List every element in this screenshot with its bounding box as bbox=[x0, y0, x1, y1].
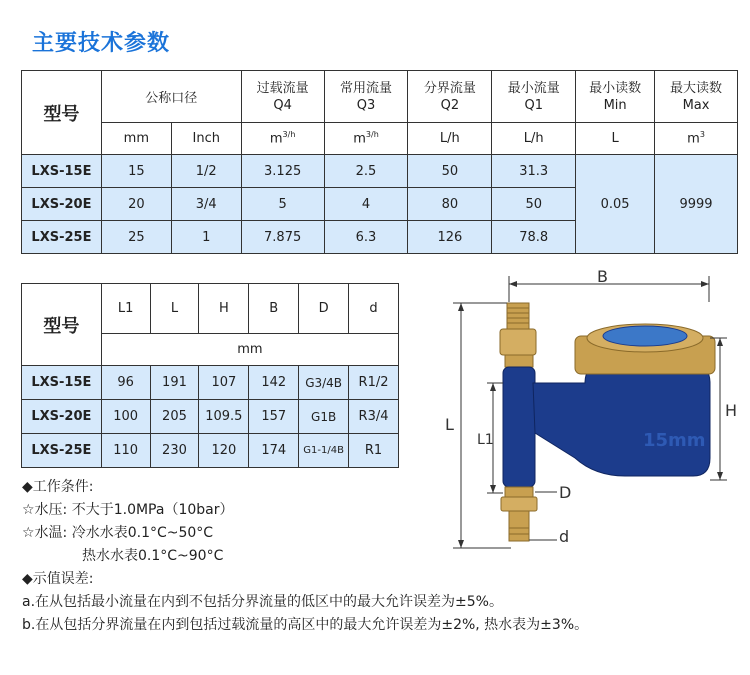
table-cell: 174 bbox=[249, 434, 299, 468]
table-row bbox=[22, 155, 738, 188]
table-row bbox=[22, 400, 399, 434]
meter-body bbox=[533, 366, 710, 476]
l-header: L bbox=[150, 284, 199, 334]
top-thread bbox=[507, 303, 529, 329]
table-cell: 1/2 bbox=[171, 155, 241, 188]
max-reading-header: 最大读数 Max bbox=[655, 71, 738, 123]
water-temp-hot-note: 热水水表0.1°C~90°C bbox=[82, 548, 224, 564]
table-cell: 7.875 bbox=[241, 221, 324, 254]
d-big-header: D bbox=[299, 284, 349, 334]
table-cell: R1/2 bbox=[349, 366, 399, 400]
bottom-nut bbox=[501, 497, 537, 511]
model-header: 型号 bbox=[22, 71, 102, 155]
table-cell: 120 bbox=[199, 434, 249, 468]
model-cell: LXS-15E bbox=[22, 366, 102, 400]
dimension-table bbox=[21, 283, 399, 468]
l1-label: L1 bbox=[477, 432, 494, 448]
d-small-label: d bbox=[559, 527, 570, 546]
model-cell: LXS-25E bbox=[22, 434, 102, 468]
table-cell: 3.125 bbox=[241, 155, 324, 188]
table-cell: 50 bbox=[408, 155, 492, 188]
page-title: 主要技术参数 bbox=[32, 31, 171, 56]
unit-cell: L/h bbox=[408, 123, 492, 155]
table-cell: 78.8 bbox=[492, 221, 576, 254]
h-label: H bbox=[725, 401, 738, 420]
table-cell: R1 bbox=[349, 434, 399, 468]
b-header: B bbox=[249, 284, 299, 334]
model-cell: LXS-20E bbox=[22, 400, 102, 434]
table-cell: 5 bbox=[241, 188, 324, 221]
l1-header: L1 bbox=[101, 284, 150, 334]
table-cell: 1 bbox=[171, 221, 241, 254]
dial bbox=[603, 326, 687, 346]
unit-cell: $m^3$ bbox=[655, 123, 738, 155]
max-reading-cell: 9999 bbox=[655, 155, 738, 254]
table-cell: 96 bbox=[101, 366, 150, 400]
top-nut bbox=[500, 329, 536, 355]
water-pressure-note: ☆水压: 不大于1.0MPa（10bar） bbox=[22, 502, 234, 518]
table-cell: 142 bbox=[249, 366, 299, 400]
table-cell: 157 bbox=[249, 400, 299, 434]
error-note-b: b.在从包括分界流量在内到包括过载流量的高区中的最大允许误差为±2%, 热水表为±3%。 bbox=[22, 617, 589, 633]
q3-header: 常用流量 Q3 bbox=[324, 71, 408, 123]
working-conditions-heading: ◆工作条件: bbox=[22, 479, 94, 495]
bottom-thread bbox=[509, 511, 529, 541]
table-cell: 205 bbox=[150, 400, 199, 434]
h-header: H bbox=[199, 284, 249, 334]
unit-cell: mm bbox=[101, 334, 398, 366]
table-cell: 126 bbox=[408, 221, 492, 254]
min-reading-header: 最小读数 Min bbox=[576, 71, 655, 123]
table-cell: 2.5 bbox=[324, 155, 408, 188]
table-cell: 100 bbox=[101, 400, 150, 434]
table-cell: G1B bbox=[299, 400, 349, 434]
table-cell: G3/4B bbox=[299, 366, 349, 400]
q1-header: 最小流量 Q1 bbox=[492, 71, 576, 123]
table-cell: 20 bbox=[101, 188, 171, 221]
water-temp-cold-note: ☆水温: 冷水水表0.1°C~50°C bbox=[22, 525, 214, 541]
table-cell: 230 bbox=[150, 434, 199, 468]
b-label: B bbox=[597, 267, 608, 286]
model-cell: LXS-25E bbox=[22, 221, 102, 254]
table-cell: 80 bbox=[408, 188, 492, 221]
meter-body-inlet bbox=[503, 367, 535, 487]
table-cell: 3/4 bbox=[171, 188, 241, 221]
table-cell: 4 bbox=[324, 188, 408, 221]
table-row bbox=[22, 434, 399, 468]
error-note-a: a.在从包括最小流量在内到不包括分界流量的低区中的最大允许误差为±5%。 bbox=[22, 594, 503, 610]
nominal-diameter-header: 公称口径 bbox=[101, 71, 241, 123]
table-cell: 109.5 bbox=[199, 400, 249, 434]
table-cell: R3/4 bbox=[349, 400, 399, 434]
table-cell: 15 bbox=[101, 155, 171, 188]
table-cell: 25 bbox=[101, 221, 171, 254]
d-big-label: D bbox=[559, 483, 572, 502]
min-reading-cell: 0.05 bbox=[576, 155, 655, 254]
table-cell: 110 bbox=[101, 434, 150, 468]
unit-cell: L bbox=[576, 123, 655, 155]
unit-cell: $m^{3/h}$ bbox=[324, 123, 408, 155]
l-label: L bbox=[445, 415, 454, 434]
table-cell: 107 bbox=[199, 366, 249, 400]
water-meter-diagram bbox=[425, 258, 745, 558]
unit-cell: Inch bbox=[171, 123, 241, 155]
table-cell: 191 bbox=[150, 366, 199, 400]
unit-cell: mm bbox=[101, 123, 171, 155]
table-cell: 6.3 bbox=[324, 221, 408, 254]
model-header: 型号 bbox=[22, 284, 102, 366]
q4-header: 过载流量 Q4 bbox=[241, 71, 324, 123]
spec-table bbox=[21, 70, 738, 254]
d-small-header: d bbox=[349, 284, 399, 334]
model-cell: LXS-15E bbox=[22, 155, 102, 188]
table-row bbox=[22, 366, 399, 400]
meter-body-text: 15mm bbox=[643, 430, 706, 451]
error-heading: ◆示值误差: bbox=[22, 571, 94, 587]
unit-cell: $m^{3/h}$ bbox=[241, 123, 324, 155]
table-cell: G1-1/4B bbox=[299, 434, 349, 468]
table-cell: 50 bbox=[492, 188, 576, 221]
q2-header: 分界流量 Q2 bbox=[408, 71, 492, 123]
model-cell: LXS-20E bbox=[22, 188, 102, 221]
table-cell: 31.3 bbox=[492, 155, 576, 188]
unit-cell: L/h bbox=[492, 123, 576, 155]
